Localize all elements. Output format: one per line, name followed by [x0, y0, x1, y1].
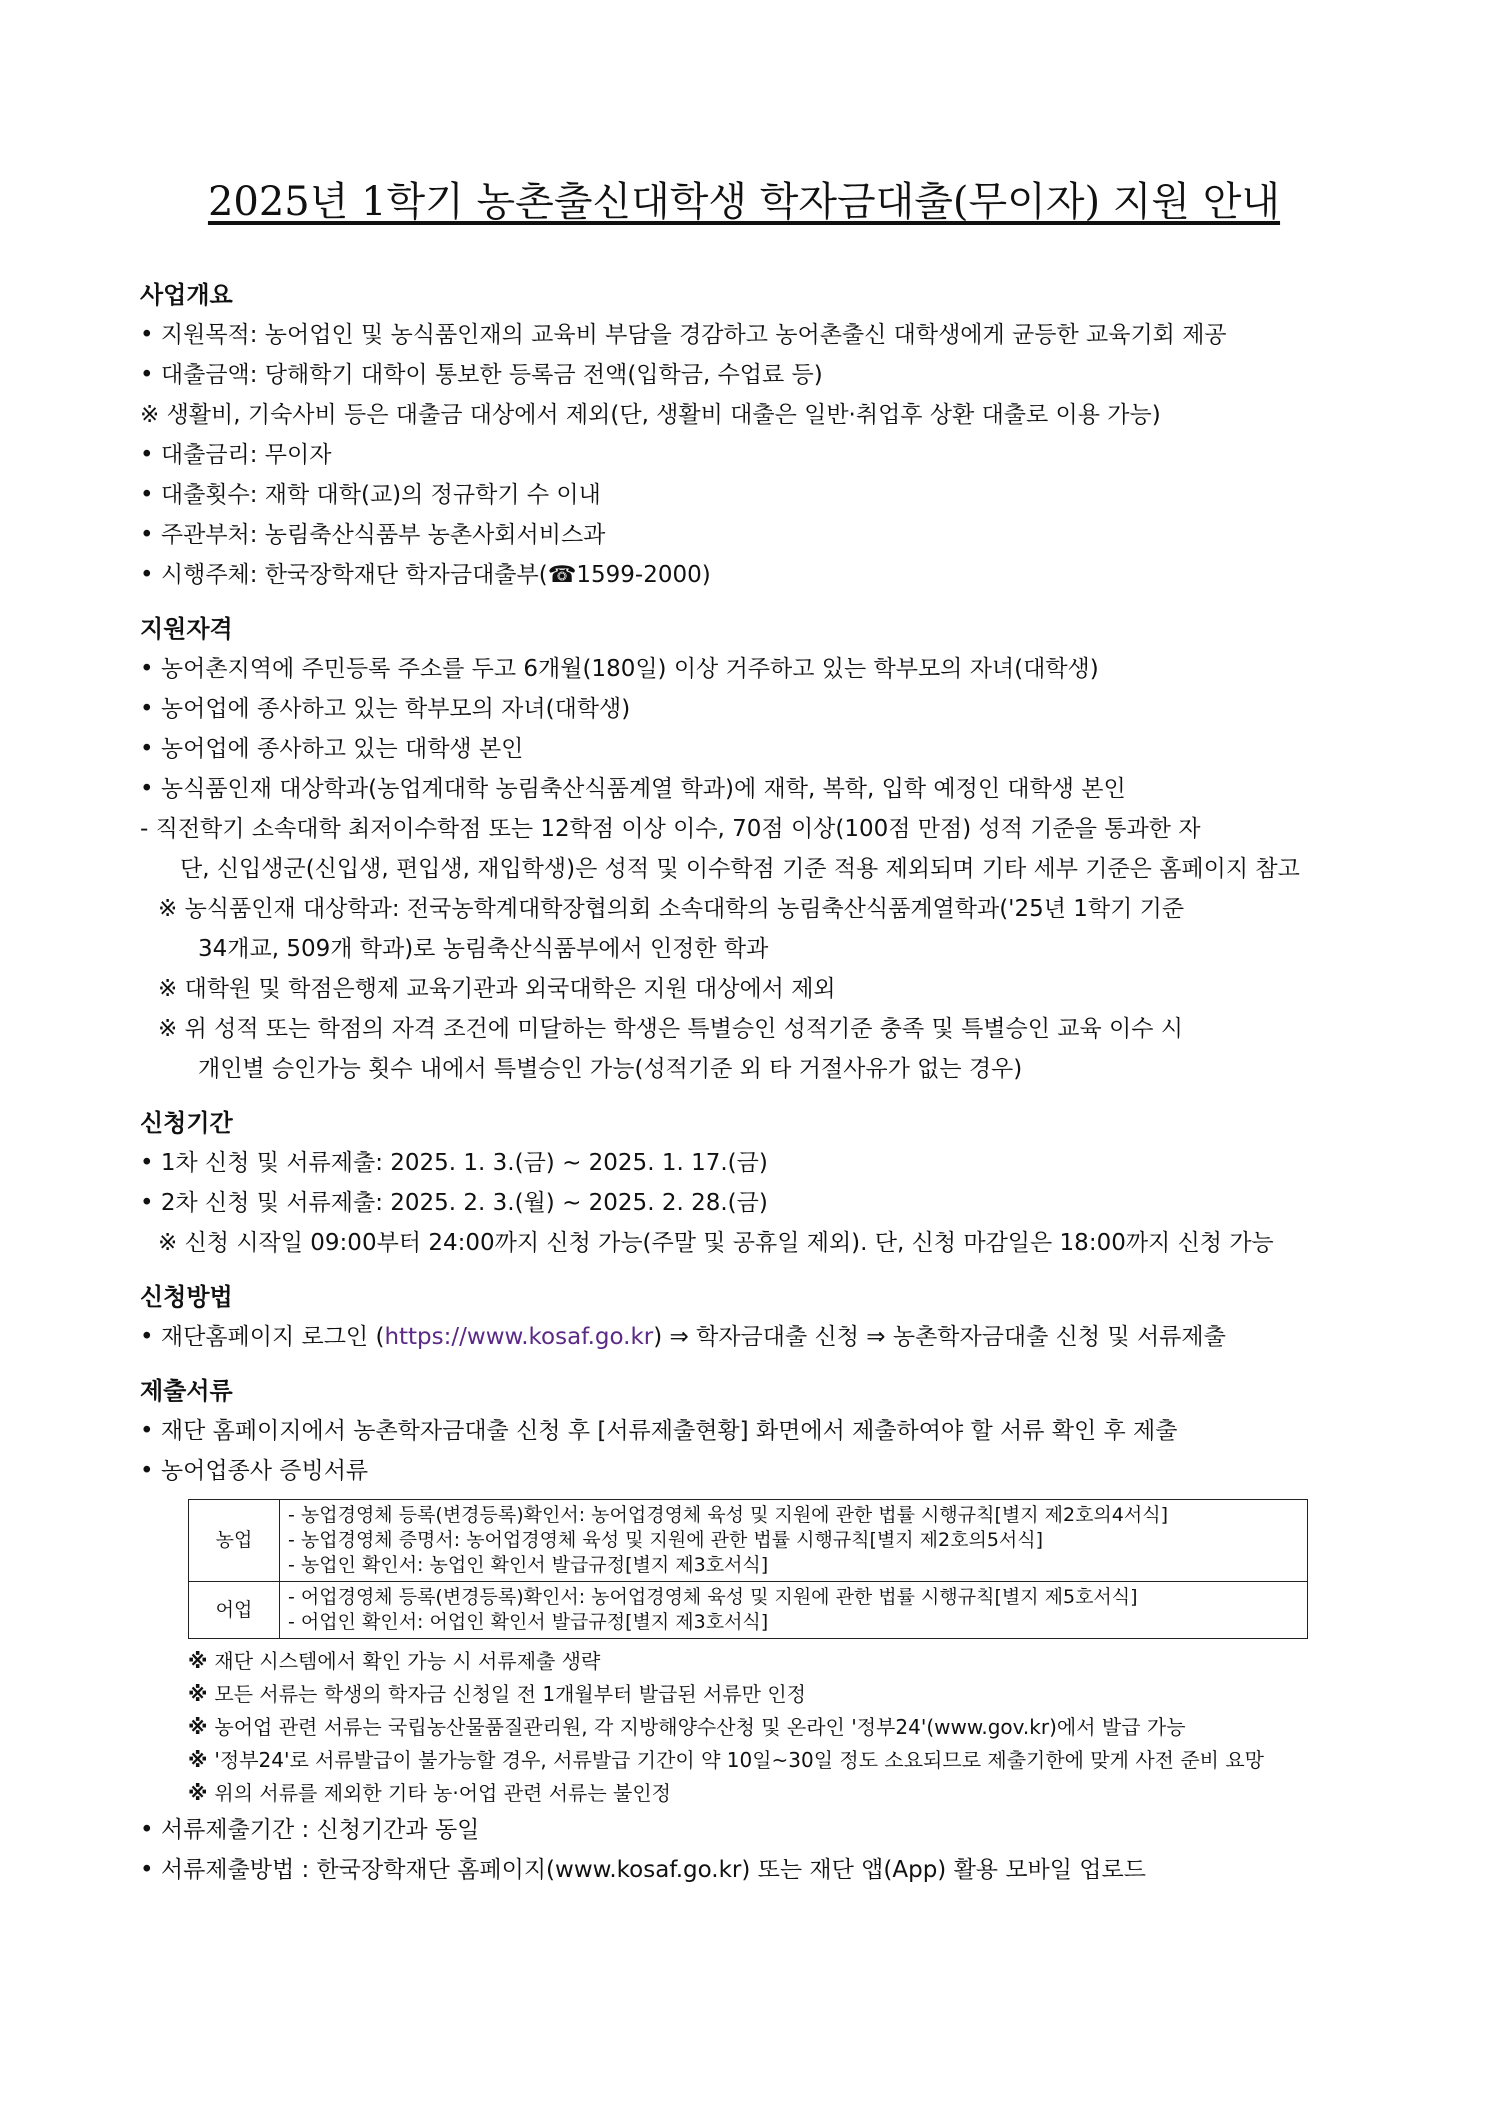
documents-item: • 재단 홈페이지에서 농촌학자금대출 신청 후 [서류제출현황] 화면에서 제출하여야 할 서류 확인 후 제출: [140, 1418, 1178, 1444]
note-mark: ※: [188, 1781, 208, 1805]
eligibility-item: • 농어업에 종사하고 있는 학부모의 자녀(대학생): [140, 696, 631, 722]
table-line: - 농업경영체 등록(변경등록)확인서: 농어업경영체 육성 및 지원에 관한 법률 시행규칙[별지 제2호의4서식]: [288, 1504, 1168, 1526]
documents-notes: [140, 1645, 1355, 1810]
page-title: 2025년 1학기 농촌출신대학생 학자금대출(무이자) 지원 안내: [207, 179, 1281, 225]
overview-item: • 대출금리: 무이자: [140, 442, 332, 468]
documents-note: ※ 재단 시스템에서 확인 가능 시 서류제출 생략: [188, 1649, 601, 1673]
period-note: ※ 신청 시작일 09:00부터 24:00까지 신청 가능(주말 및 공휴일 제외). 단, 신청 마감일은 18:00까지 신청 가능: [158, 1230, 1274, 1256]
table-category: 농업: [189, 1500, 280, 1582]
section-heading-period: 신청기간: [140, 1109, 233, 1137]
eligibility-criteria-cont: 단, 신입생군(신입생, 편입생, 재입학생)은 성적 및 이수학점 기준 적용 제외되며 기타 세부 기준은 홈페이지 참고: [180, 856, 1300, 882]
section-heading-method: 신청방법: [140, 1283, 233, 1311]
documents-footer-item: • 서류제출기간 : 신청기간과 동일: [140, 1817, 480, 1843]
documents-note: ※ 농어업 관련 서류는 국립농산물품질관리원, 각 지방해양수산청 및 온라인 '정부24'(www.gov.kr)에서 발급 가능: [188, 1715, 1186, 1739]
kosaf-link[interactable]: https://www.kosaf.go.kr: [384, 1324, 654, 1350]
note-mark: ※: [188, 1715, 208, 1739]
section-heading-overview: 사업개요: [140, 281, 233, 309]
period-item: • 1차 신청 및 서류제출: 2025. 1. 3.(금) ~ 2025. 1. 17.(금): [140, 1150, 768, 1176]
table-line: - 어업경영체 등록(변경등록)확인서: 농어업경영체 육성 및 지원에 관한 법률 시행규칙[별지 제5호서식]: [288, 1586, 1138, 1608]
documents-note: ※ '정부24'로 서류발급이 불가능할 경우, 서류발급 기간이 약 10일~30일 정도 소요되므로 제출기한에 맞게 사전 준비 요망: [188, 1748, 1264, 1772]
section-heading-eligibility: 지원자격: [140, 615, 233, 643]
overview-item: • 시행주체: 한국장학재단 학자금대출부(☎1599-2000): [140, 562, 711, 588]
eligibility-item: • 농어촌지역에 주민등록 주소를 두고 6개월(180일) 이상 거주하고 있는 학부모의 자녀(대학생): [140, 656, 1099, 682]
document-body: [140, 275, 1355, 1890]
method-suffix: ) ⇒ 학자금대출 신청 ⇒ 농촌학자금대출 신청 및 서류제출: [653, 1324, 1226, 1350]
proof-documents-table: [188, 1499, 1308, 1639]
table-category: 어업: [189, 1582, 280, 1639]
eligibility-note-cont: 개인별 승인가능 횟수 내에서 특별승인 가능(성적기준 외 타 거절사유가 없는 경우): [198, 1056, 1023, 1082]
note-mark: ※: [188, 1649, 208, 1673]
table-row: [189, 1582, 1308, 1639]
eligibility-note: ※ 대학원 및 학점은행제 교육기관과 외국대학은 지원 대상에서 제외: [158, 976, 836, 1002]
eligibility-item: • 농어업에 종사하고 있는 대학생 본인: [140, 736, 524, 762]
note-mark: ※: [188, 1682, 208, 1706]
eligibility-note: ※ 농식품인재 대상학과: 전국농학계대학장협의회 소속대학의 농림축산식품계열학과('25년 1학기 기준: [158, 896, 1185, 922]
overview-note: ※ 생활비, 기숙사비 등은 대출금 대상에서 제외(단, 생활비 대출은 일반·취업후 상환 대출로 이용 가능): [140, 402, 1161, 428]
table-items: [280, 1500, 1308, 1582]
note-mark: ※: [188, 1748, 208, 1772]
documents-note: ※ 모든 서류는 학생의 학자금 신청일 전 1개월부터 발급된 서류만 인정: [188, 1682, 807, 1706]
overview-item: • 대출횟수: 재학 대학(교)의 정규학기 수 이내: [140, 482, 601, 508]
table-line: - 농업경영체 증명서: 농어업경영체 육성 및 지원에 관한 법률 시행규칙[별지 제2호의5서식]: [288, 1529, 1044, 1551]
eligibility-item: • 농식품인재 대상학과(농업계대학 농림축산식품계열 학과)에 재학, 복학, 입학 예정인 대학생 본인: [140, 776, 1126, 802]
eligibility-criteria: - 직전학기 소속대학 최저이수학점 또는 12학점 이상 이수, 70점 이상(100점 만점) 성적 기준을 통과한 자: [140, 816, 1201, 842]
period-item: • 2차 신청 및 서류제출: 2025. 2. 3.(월) ~ 2025. 2. 28.(금): [140, 1190, 768, 1216]
table-row: [189, 1500, 1308, 1582]
method-item: [140, 1317, 1355, 1357]
overview-item: • 지원목적: 농어업인 및 농식품인재의 교육비 부담을 경감하고 농어촌출신 대학생에게 균등한 교육기회 제공: [140, 322, 1227, 348]
table-line: - 어업인 확인서: 어업인 확인서 발급규정[별지 제3호서식]: [288, 1611, 769, 1633]
documents-footer-item: • 서류제출방법 : 한국장학재단 홈페이지(www.kosaf.go.kr) 또는 재단 앱(App) 활용 모바일 업로드: [140, 1857, 1146, 1883]
table-items: [280, 1582, 1308, 1639]
section-heading-documents: 제출서류: [140, 1377, 233, 1405]
eligibility-note: ※ 위 성적 또는 학점의 자격 조건에 미달하는 학생은 특별승인 성적기준 충족 및 특별승인 교육 이수 시: [158, 1016, 1183, 1042]
documents-note: ※ 위의 서류를 제외한 기타 농·어업 관련 서류는 불인정: [188, 1781, 672, 1805]
overview-item: • 대출금액: 당해학기 대학이 통보한 등록금 전액(입학금, 수업료 등): [140, 362, 823, 388]
overview-item: • 주관부처: 농림축산식품부 농촌사회서비스과: [140, 522, 606, 548]
method-prefix: • 재단홈페이지 로그인 (: [140, 1324, 385, 1350]
table-line: - 농업인 확인서: 농업인 확인서 발급규정[별지 제3호서식]: [288, 1554, 769, 1576]
documents-item: • 농어업종사 증빙서류: [140, 1458, 369, 1484]
eligibility-note-cont: 34개교, 509개 학과)로 농림축산식품부에서 인정한 학과: [198, 936, 769, 962]
